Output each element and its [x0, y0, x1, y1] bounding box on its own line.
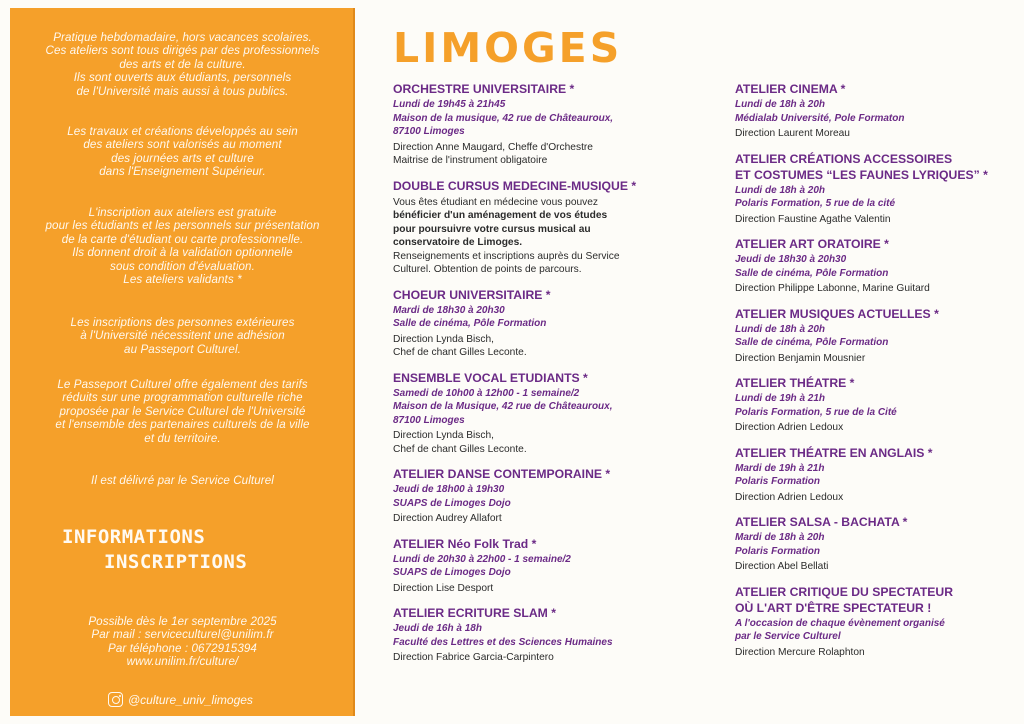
info-panel — [10, 8, 355, 716]
passeport-text — [30, 378, 335, 445]
intro-line: Ces ateliers sont tous dirigés par des professionnels — [45, 44, 320, 58]
workshop-entry — [393, 370, 693, 457]
workshop-schedule-line: Mardi de 19h à 21h — [735, 462, 825, 474]
workshop-entry — [735, 514, 1015, 574]
delivered-line: Il est délivré par le Service Culturel — [91, 474, 274, 487]
workshop-schedule — [735, 323, 1015, 350]
workshop-title — [393, 605, 693, 621]
workshop-title-line: ATELIER Néo Folk Trad * — [393, 536, 537, 551]
intro-line: des arts et de la culture. — [119, 57, 246, 71]
intro-text — [30, 31, 335, 98]
workshop-title-line: ORCHESTRE UNIVERSITAIRE * — [393, 82, 575, 96]
workshop-schedule-line: Lundi de 18h à 20h — [735, 323, 826, 335]
workshop-schedule-line: Jeudi de 18h00 à 19h30 — [393, 484, 505, 495]
workshop-title — [735, 236, 1015, 252]
workshop-direction-line: Direction Abel Bellati — [735, 561, 829, 572]
workshop-schedule-line: Polaris Formation — [735, 476, 821, 487]
inscription-line: de la carte d'étudiant ou carte professionnelle. — [61, 232, 304, 246]
workshop-direction — [735, 491, 1015, 505]
workshop-schedule — [393, 553, 693, 580]
workshop-entry — [735, 445, 1015, 505]
workshop-direction-line: Direction Benjamin Mousnier — [735, 352, 866, 364]
workshop-direction-line: Direction Mercure Rolaphton — [735, 646, 865, 658]
instagram-handle: @culture_univ_limoges — [128, 692, 253, 707]
inscription-text — [30, 206, 335, 286]
workshop-title — [735, 514, 1015, 530]
workshop-title — [735, 584, 1015, 616]
workshop-title-line: ATELIER MUSIQUES ACTUELLES * — [735, 306, 939, 321]
workshop-direction — [393, 582, 693, 596]
inscription-line: sous condition d'évaluation. — [110, 259, 255, 273]
workshop-title — [393, 536, 693, 552]
workshop-direction-line: Direction Lynda Bisch, — [393, 430, 494, 441]
works-line: Les travaux et créations développés au sein — [67, 125, 298, 138]
contact-date: Possible dès le 1er septembre 2025 — [88, 615, 277, 628]
workshop-schedule-line: Maison de la Musique, 42 rue de Châteauroux, — [393, 401, 613, 412]
workshop-title — [393, 466, 693, 482]
page-title: LIMOGES — [393, 24, 623, 72]
workshop-title-line: ATELIER DANSE CONTEMPORAINE * — [393, 467, 611, 481]
workshops-column-1 — [393, 81, 693, 675]
workshop-direction-line: Direction Lise Desport — [393, 582, 494, 594]
workshop-title — [735, 375, 1015, 391]
info-heading-line-1: INFORMATIONS — [62, 526, 206, 548]
workshop-entry — [393, 81, 693, 168]
workshop-title-line: CHOEUR UNIVERSITAIRE * — [393, 287, 551, 302]
instagram-icon — [108, 692, 123, 707]
workshop-title — [735, 445, 1015, 461]
workshop-schedule — [735, 617, 1015, 644]
workshop-direction-line: bénéficier d'un aménagement de vos études — [393, 210, 608, 221]
workshop-title-line: ATELIER THÉATRE * — [735, 376, 855, 390]
workshop-title-line: ATELIER CRITIQUE DU SPECTATEUR — [735, 584, 954, 599]
workshop-schedule-line: Salle de cinéma, Pôle Formation — [393, 318, 547, 329]
workshop-entry — [735, 236, 1015, 296]
workshop-schedule-line: Jeudi de 18h30 à 20h30 — [735, 254, 847, 265]
workshop-entry — [735, 375, 1015, 435]
workshop-direction-line: Direction Lynda Bisch, — [393, 333, 494, 345]
workshop-schedule-line: Mardi de 18h à 20h — [735, 532, 825, 543]
workshop-schedule — [735, 392, 1015, 419]
workshop-schedule-line: Lundi de 20h30 à 22h00 - 1 semaine/2 — [393, 553, 571, 565]
workshop-direction-line: Direction Laurent Moreau — [735, 128, 850, 139]
workshop-direction — [735, 352, 1015, 366]
workshop-direction-line: Direction Faustine Agathe Valentin — [735, 213, 891, 225]
workshop-direction-line: Renseignements et inscriptions auprès du Service — [393, 250, 620, 262]
inscription-line: Les ateliers validants * — [123, 273, 242, 287]
workshop-schedule — [735, 462, 1015, 489]
workshop-direction — [393, 333, 693, 360]
passeport-line: proposée par le Service Culturel de l'Université — [59, 404, 306, 418]
workshop-schedule-line: Polaris Formation — [735, 545, 821, 557]
workshop-title — [393, 370, 693, 386]
contact-email[interactable]: Par mail : serviceculturel@unilim.fr — [91, 628, 274, 642]
workshop-direction-line: Chef de chant Gilles Leconte. — [393, 443, 527, 455]
external-line: à l'Université nécessitent une adhésion — [80, 329, 285, 343]
works-line: dans l'Enseignement Supérieur. — [99, 165, 266, 179]
workshop-entry — [735, 81, 1015, 141]
workshop-title — [735, 151, 1015, 183]
workshop-schedule — [735, 98, 1015, 125]
workshop-entry — [735, 584, 1015, 660]
workshop-schedule-line: Salle de cinéma, Pôle Formation — [735, 337, 889, 348]
workshop-direction-line: Direction Audrey Allafort — [393, 513, 502, 524]
inscription-line: Ils donnent droit à la validation optionnelle — [72, 246, 293, 260]
passeport-line: Le Passeport Culturel offre également des tarifs — [57, 378, 308, 391]
workshop-title-line: ATELIER SALSA - BACHATA * — [735, 515, 908, 529]
workshop-title-line: ENSEMBLE VOCAL ETUDIANTS * — [393, 370, 588, 385]
info-heading-line-2: INSCRIPTIONS — [104, 551, 248, 573]
workshop-direction — [735, 213, 1015, 227]
workshop-entry — [393, 178, 693, 277]
workshop-schedule-line: Médialab Université, Pole Formaton — [735, 112, 905, 124]
workshop-schedule — [735, 531, 1015, 558]
workshop-direction — [393, 196, 693, 277]
contact-website[interactable]: www.unilim.fr/culture/ — [126, 655, 239, 669]
contact-phone[interactable]: Par téléphone : 0672915394 — [108, 641, 257, 655]
workshop-entry — [735, 151, 1015, 227]
workshop-schedule — [735, 253, 1015, 280]
workshop-entry — [735, 306, 1015, 366]
workshop-schedule-line: Samedi de 10h00 à 12h00 - 1 semaine/2 — [393, 387, 580, 399]
external-line: Les inscriptions des personnes extérieures — [70, 316, 295, 329]
workshop-title-line: ATELIER THÉATRE EN ANGLAIS * — [735, 445, 933, 460]
workshop-schedule-line: Maison de la musique, 42 rue de Châteauroux, — [393, 112, 614, 124]
workshop-schedule-line: Lundi de 18h à 20h — [735, 99, 826, 110]
workshop-schedule — [393, 483, 693, 510]
workshop-entry — [393, 466, 693, 526]
passeport-line: réduits sur une programmation culturelle riche — [62, 391, 303, 405]
passeport-line: et du territoire. — [144, 431, 221, 445]
workshop-schedule-line: Lundi de 19h à 21h — [735, 393, 826, 404]
workshop-title — [393, 178, 693, 194]
works-line: des ateliers sont valorisés au moment — [83, 138, 282, 152]
intro-line: Ils sont ouverts aux étudiants, personnels — [73, 71, 292, 85]
workshop-title — [735, 81, 1015, 97]
workshop-title-line: ATELIER CINEMA * — [735, 82, 846, 96]
workshop-direction — [393, 429, 693, 456]
workshop-schedule-line: Polaris Formation, 5 rue de la Cité — [735, 406, 897, 418]
workshop-schedule-line: A l'occasion de chaque évènement organisé — [735, 617, 945, 629]
workshop-direction — [735, 421, 1015, 435]
workshop-direction-line: Direction Anne Maugard, Cheffe d'Orchestre — [393, 141, 593, 153]
intro-line: de l'Université mais aussi à tous publics. — [76, 84, 289, 98]
workshop-direction-line: pour poursuivre votre cursus musical au — [393, 223, 591, 235]
workshop-schedule-line: Lundi de 19h45 à 21h45 — [393, 99, 506, 110]
workshop-direction — [735, 127, 1015, 141]
workshop-schedule-line: Salle de cinéma, Pôle Formation — [735, 267, 889, 279]
workshop-entry — [393, 536, 693, 596]
workshop-schedule — [393, 387, 693, 428]
workshop-schedule — [393, 304, 693, 331]
workshop-schedule-line: 87100 Limoges — [393, 414, 465, 426]
delivered-text — [30, 474, 335, 487]
workshop-direction-line: Direction Fabrice Garcia-Carpintero — [393, 652, 554, 663]
external-line: au Passeport Culturel. — [124, 342, 241, 356]
intro-line: Pratique hebdomadaire, hors vacances scolaires. — [53, 31, 312, 44]
contact-block — [30, 615, 335, 669]
workshop-schedule-line: Mardi de 18h30 à 20h30 — [393, 304, 505, 316]
workshop-direction-line: Vous êtes étudiant en médecine vous pouvez — [393, 196, 599, 208]
passeport-line: et l'ensemble des partenaires culturels de la ville — [55, 418, 310, 432]
external-text — [30, 316, 335, 356]
works-line: des journées arts et culture — [111, 151, 254, 165]
works-text — [30, 125, 335, 179]
workshop-title-line: DOUBLE CURSUS MEDECINE-MUSIQUE * — [393, 178, 637, 193]
instagram-link[interactable] — [108, 692, 253, 707]
workshop-direction — [393, 512, 693, 526]
workshops-column-2 — [735, 81, 1015, 669]
workshop-direction-line: conservatoire de Limoges. — [393, 237, 523, 248]
info-heading — [62, 525, 352, 575]
workshop-direction — [735, 646, 1015, 660]
inscription-line: L'inscription aux ateliers est gratuite — [88, 206, 277, 219]
workshop-schedule — [393, 98, 693, 139]
workshop-title — [393, 81, 693, 97]
workshop-direction — [735, 282, 1015, 296]
workshop-title-line: ATELIER CRÉATIONS ACCESSOIRES — [735, 151, 953, 166]
workshop-schedule-line: Faculté des Lettres et des Sciences Humaines — [393, 636, 613, 648]
workshop-title-line: ATELIER ART ORATOIRE * — [735, 237, 889, 251]
workshop-schedule-line: Lundi de 18h à 20h — [735, 184, 826, 196]
inscription-line: pour les étudiants et les personnels sur présentation — [45, 219, 320, 233]
workshop-schedule-line: Jeudi de 16h à 18h — [393, 623, 482, 634]
workshop-direction-line: Direction Adrien Ledoux — [735, 422, 844, 433]
workshop-schedule-line: 87100 Limoges — [393, 126, 465, 137]
workshop-schedule-line: par le Service Culturel — [735, 631, 841, 642]
workshop-title — [735, 306, 1015, 322]
workshop-title-line: ET COSTUMES “LES FAUNES LYRIQUES” * — [735, 167, 988, 182]
workshop-schedule-line: Polaris Formation, 5 rue de la cité — [735, 198, 896, 209]
workshop-direction-line: Direction Adrien Ledoux — [735, 491, 844, 503]
workshop-direction-line: Maitrise de l'instrument obligatoire — [393, 155, 548, 166]
workshop-schedule — [735, 184, 1015, 211]
workshop-direction — [393, 141, 693, 168]
workshop-entry — [393, 287, 693, 360]
workshop-title-line: ATELIER ECRITURE SLAM * — [393, 606, 556, 620]
workshop-schedule-line: SUAPS de Limoges Dojo — [393, 497, 511, 509]
workshop-direction-line: Chef de chant Gilles Leconte. — [393, 347, 527, 358]
workshop-direction-line: Culturel. Obtention de points de parcours. — [393, 264, 582, 275]
workshop-title-line: OÙ L'ART D'ÊTRE SPECTATEUR ! — [735, 600, 932, 615]
workshop-schedule — [393, 622, 693, 649]
workshop-schedule-line: SUAPS de Limoges Dojo — [393, 567, 511, 578]
workshop-direction — [393, 651, 693, 665]
workshop-direction-line: Direction Philippe Labonne, Marine Guitard — [735, 283, 930, 294]
workshop-direction — [735, 560, 1015, 574]
workshop-entry — [393, 605, 693, 665]
workshop-title — [393, 287, 693, 303]
